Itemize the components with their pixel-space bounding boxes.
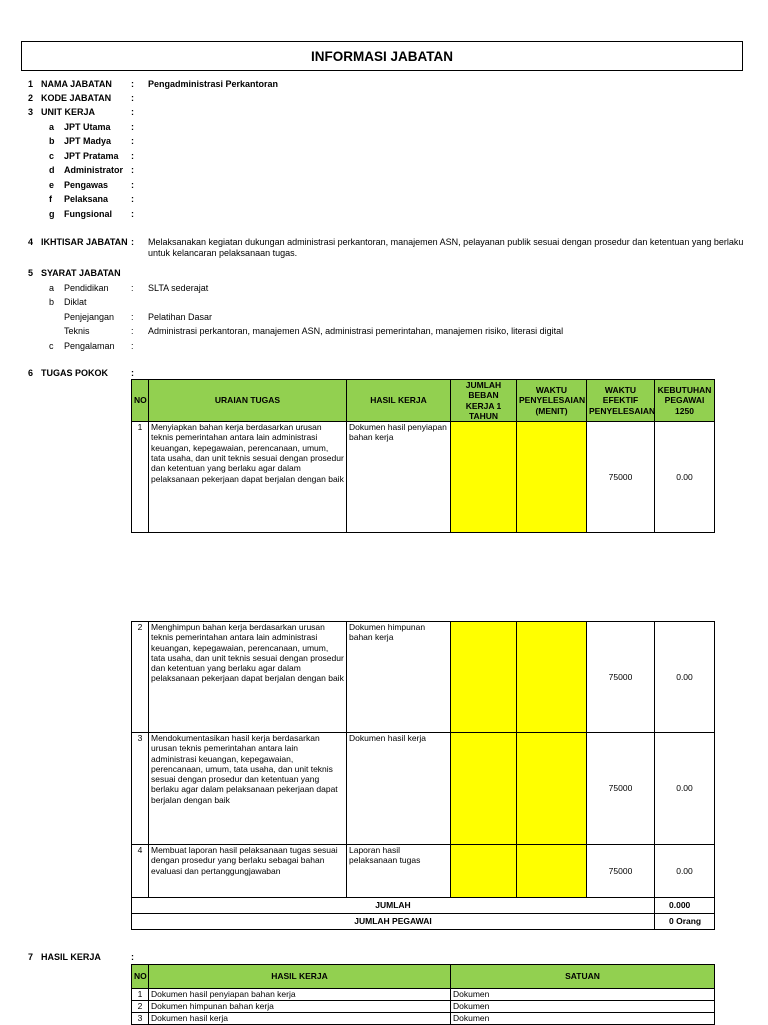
row-no: 3 [132, 733, 149, 845]
jumlah-pegawai-value: 0 Orang [655, 914, 715, 930]
table-row [132, 989, 715, 1001]
item-letter: b [49, 136, 55, 146]
item-label: Pelaksana [64, 194, 109, 204]
row-hasil: Laporan hasil pelaksanaan tugas [347, 845, 451, 898]
item-colon: : [131, 151, 134, 161]
field-label: TUGAS POKOK [41, 368, 109, 378]
table-row [132, 1001, 715, 1013]
item-label: Diklat [64, 297, 87, 307]
row-no: 1 [132, 422, 149, 533]
row-efektif: 75000 [587, 845, 655, 898]
row-hasil: Dokumen himpunan bahan kerja [149, 1001, 451, 1013]
field-number: 4 [28, 237, 34, 247]
item-letter: b [49, 297, 55, 307]
table-row [132, 845, 715, 898]
item-letter: f [49, 194, 52, 204]
col-header-uraian: URAIAN TUGAS [149, 380, 347, 422]
field-label: IKHTISAR JABATAN [41, 237, 128, 247]
table-row [132, 733, 715, 845]
hasil-kerja-table [131, 964, 715, 1025]
row-efektif: 75000 [587, 622, 655, 733]
table-row [132, 622, 715, 733]
field-number: 3 [28, 107, 34, 117]
item-value: SLTA sederajat [148, 283, 209, 293]
field-value: Pengadministrasi Perkantoran [148, 79, 279, 89]
jumlah-pegawai-row [132, 914, 715, 930]
item-colon: : [131, 136, 134, 146]
col-header-efektif: WAKTU EFEKTIF PENYELESAIAN [587, 380, 655, 422]
row-uraian: Mendokumentasikan hasil kerja berdasarkan urusan teknis pemerintahan antara lain administrasi keuangan, kepegawaian, perencanaan, umum, tata usaha, dan unit teknis sesuai dengan prosedur dan ketentuan yang berlaku agar dalam pelaksanaan pekerjaan dapat berjalan dengan baik [149, 733, 347, 845]
item-letter: c [49, 151, 55, 161]
item-letter: d [49, 165, 55, 175]
field-colon: : [131, 237, 134, 247]
col-header-no: NO [132, 380, 149, 422]
table-header-row [132, 965, 715, 989]
row-efektif: 75000 [587, 422, 655, 533]
row-no: 2 [132, 1001, 149, 1013]
item-colon: : [131, 312, 134, 322]
col-header-hasil: HASIL KERJA [347, 380, 451, 422]
row-beban-cell[interactable] [451, 845, 517, 898]
item-value: Pelatihan Dasar [148, 312, 213, 322]
field-colon: : [131, 93, 134, 103]
field-label: SYARAT JABATAN [41, 268, 121, 278]
item-letter: c [49, 341, 54, 351]
item-label: Administrator [64, 165, 124, 175]
item-colon: : [131, 326, 134, 336]
field-colon: : [131, 79, 134, 89]
row-beban-cell[interactable] [451, 733, 517, 845]
item-letter: g [49, 209, 55, 219]
tugas-table-part2 [131, 621, 715, 930]
field-colon: : [131, 368, 134, 378]
row-uraian: Menyiapkan bahan kerja berdasarkan urusan teknis pemerintahan antara lain administrasi keuangan, kepegawaian, perencanaan, umum, tata usaha, dan unit teknis sesuai dengan prosedur dan ketentuan yang berlaku agar dalam pelaksanaan pekerjaan dapat berjalan dengan baik [149, 422, 347, 533]
row-satuan: Dokumen [451, 1001, 715, 1013]
col-header-no: NO [132, 965, 149, 989]
col-header-beban: JUMLAH BEBAN KERJA 1 TAHUN [451, 380, 517, 422]
item-colon: : [131, 283, 134, 293]
field-label: KODE JABATAN [41, 93, 112, 103]
item-label: Pengawas [64, 180, 109, 190]
row-hasil: Dokumen hasil penyiapan bahan kerja [347, 422, 451, 533]
field-label: NAMA JABATAN [41, 79, 112, 89]
jumlah-row [132, 898, 715, 914]
row-waktu-cell[interactable] [517, 622, 587, 733]
item-colon: : [131, 341, 134, 351]
field-label: UNIT KERJA [41, 107, 96, 117]
ikhtisar-text-line2: untuk kelancaran pelaksanaan tugas. [148, 248, 298, 258]
item-letter: e [49, 180, 55, 190]
item-label: JPT Utama [64, 122, 111, 132]
row-kebutuhan: 0.00 [655, 422, 715, 533]
row-uraian: Menghimpun bahan kerja berdasarkan urusan teknis pemerintahan antara lain administrasi keuangan, kepegawaian, perencanaan, umum, tata usaha, dan unit teknis sesuai dengan prosedur dan ketentuan yang berlaku agar dalam pelaksanaan pekerjaan dapat berjalan dengan baik [149, 622, 347, 733]
col-header-hasil: HASIL KERJA [149, 965, 451, 989]
jumlah-pegawai-label: JUMLAH PEGAWAI [132, 914, 655, 930]
item-label: Fungsional [64, 209, 112, 219]
row-hasil: Dokumen hasil kerja [149, 1013, 451, 1025]
field-colon: : [131, 952, 134, 962]
item-label: JPT Pratama [64, 151, 119, 161]
item-letter: a [49, 122, 55, 132]
item-label: Teknis [64, 326, 90, 336]
document-title [21, 41, 743, 71]
tugas-table-part1 [131, 379, 715, 533]
row-no: 3 [132, 1013, 149, 1025]
jumlah-value: 0.000 [655, 898, 715, 914]
field-number: 1 [28, 79, 34, 89]
item-label: JPT Madya [64, 136, 112, 146]
item-label: Penjejangan [64, 312, 115, 322]
field-colon: : [131, 107, 134, 117]
table-row [132, 1013, 715, 1025]
item-colon: : [131, 122, 134, 132]
row-no: 1 [132, 989, 149, 1001]
col-header-satuan: SATUAN [451, 965, 715, 989]
item-label: Pengalaman [64, 341, 115, 351]
row-kebutuhan: 0.00 [655, 622, 715, 733]
row-waktu-cell[interactable] [517, 733, 587, 845]
row-beban-cell[interactable] [451, 422, 517, 533]
table-row [132, 422, 715, 533]
row-kebutuhan: 0.00 [655, 845, 715, 898]
item-value: Administrasi perkantoran, manajemen ASN, administrasi pemerintahan, manajemen risiko, literasi digital [148, 326, 564, 336]
row-hasil: Dokumen hasil kerja [347, 733, 451, 845]
col-header-waktu: WAKTU PENYELESAIAN (MENIT) [517, 380, 587, 422]
row-uraian: Membuat laporan hasil pelaksanaan tugas sesuai dengan prosedur yang berlaku sebagai bahan evaluasi dan pertanggungjawaban [149, 845, 347, 898]
item-letter: a [49, 283, 55, 293]
row-hasil: Dokumen himpunan bahan kerja [347, 622, 451, 733]
row-waktu-cell[interactable] [517, 422, 587, 533]
field-number: 5 [28, 268, 34, 278]
row-beban-cell[interactable] [451, 622, 517, 733]
row-kebutuhan: 0.00 [655, 733, 715, 845]
row-satuan: Dokumen [451, 989, 715, 1001]
item-colon: : [131, 165, 134, 175]
item-colon: : [131, 209, 134, 219]
field-number: 7 [28, 952, 34, 962]
field-label: HASIL KERJA [41, 952, 101, 962]
table-header-row [132, 380, 715, 422]
ikhtisar-text-line1: Melaksanakan kegiatan dukungan administrasi perkantoran, manajemen ASN, pelayanan publik sesuai dengan prosedur dan ketentuan yang berlaku [148, 237, 744, 247]
title-text: INFORMASI JABATAN [311, 48, 453, 64]
col-header-kebutuhan: KEBUTUHAN PEGAWAI 1250 [655, 380, 715, 422]
item-label: Pendidikan [64, 283, 109, 293]
row-efektif: 75000 [587, 733, 655, 845]
item-colon: : [131, 194, 134, 204]
row-waktu-cell[interactable] [517, 845, 587, 898]
item-colon: : [131, 180, 134, 190]
row-hasil: Dokumen hasil penyiapan bahan kerja [149, 989, 451, 1001]
row-no: 2 [132, 622, 149, 733]
row-satuan: Dokumen [451, 1013, 715, 1025]
field-number: 2 [28, 93, 34, 103]
row-no: 4 [132, 845, 149, 898]
field-number: 6 [28, 368, 34, 378]
jumlah-label: JUMLAH [132, 898, 655, 914]
